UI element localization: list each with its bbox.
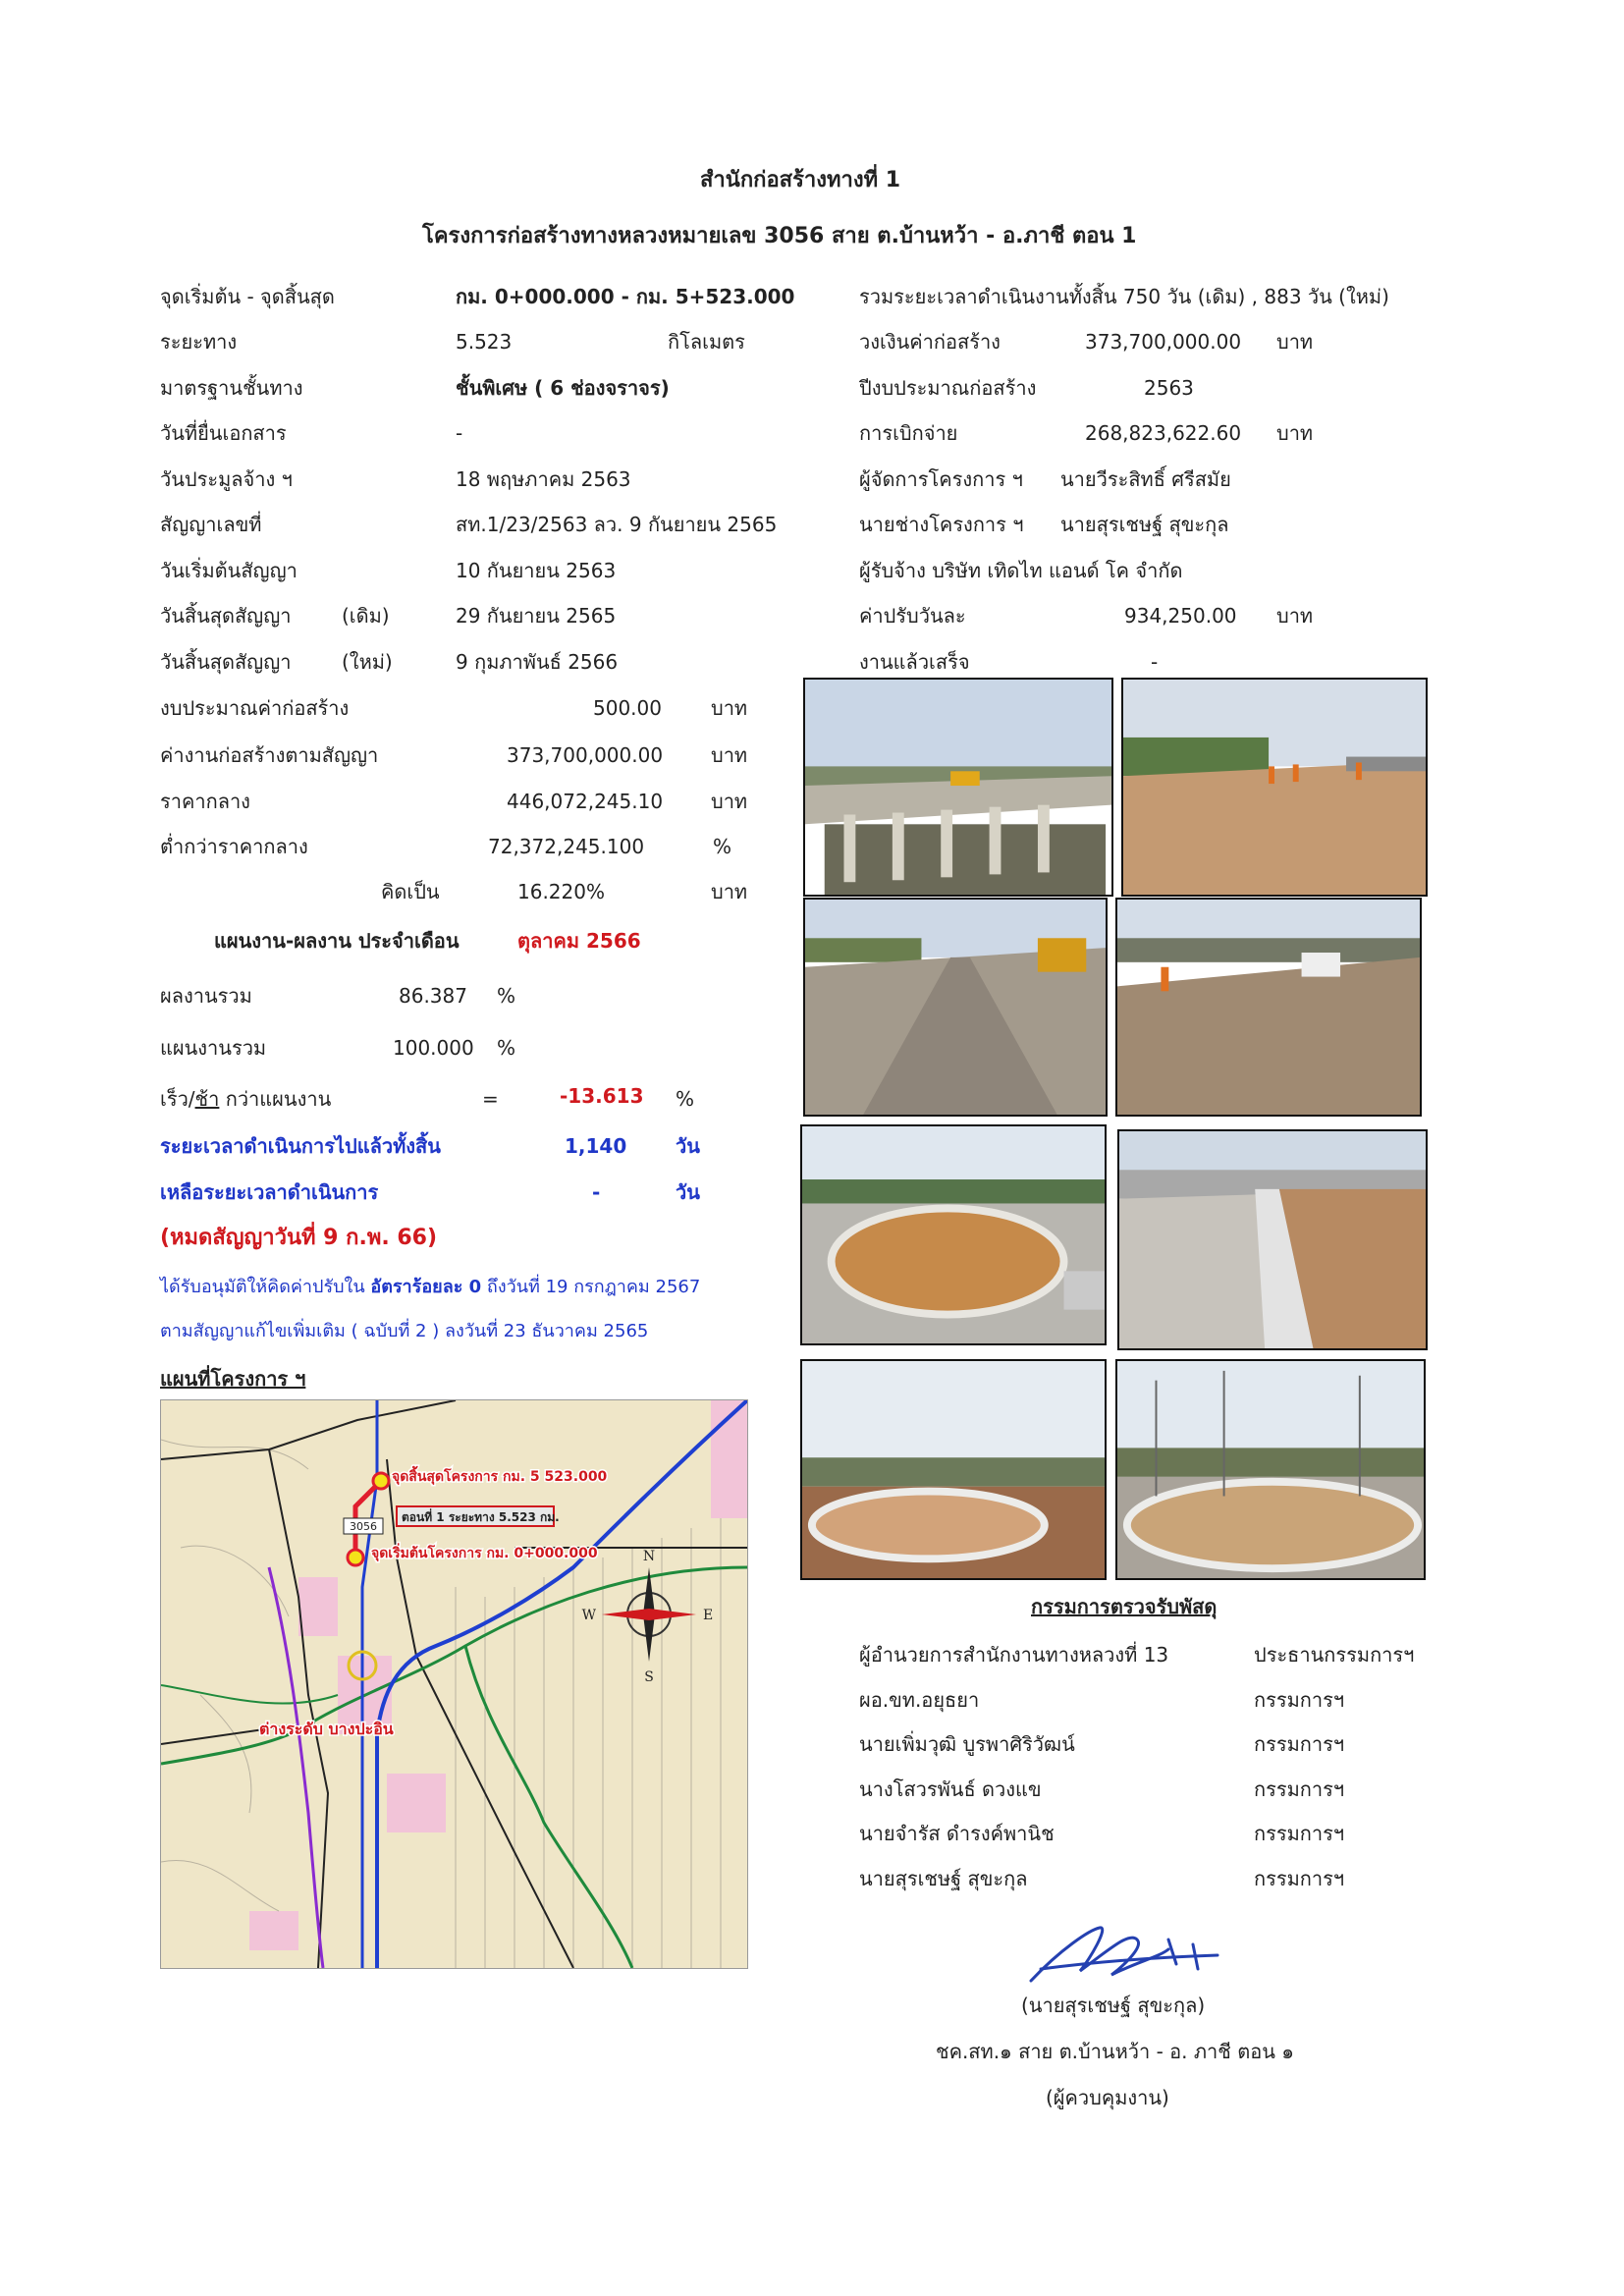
plan-value: 100.000 <box>393 1036 474 1060</box>
actual-value: 86.387 <box>399 984 467 1008</box>
office-title: สำนักก่อสร้างทางที่ 1 <box>700 168 901 192</box>
site-photo-grading <box>1115 898 1422 1117</box>
remain-value: - <box>592 1180 601 1204</box>
project-title: โครงการก่อสร้างทางหลวงหมายเลข 3056 สาย ต.บ้านหว้า - อ.ภาชี ตอน 1 <box>422 224 1137 248</box>
info-label: การเบิกจ่าย <box>859 421 958 445</box>
penalty-note: ได้รับอนุมัติให้คิดค่าปรับใน อัตราร้อยละ 0 ถึงวันที่ 19 กรกฎาคม 2567 <box>160 1277 701 1297</box>
committee-member-name: นายสุรเชษฐ์ สุขะกุล <box>859 1867 1028 1890</box>
svg-text:E: E <box>703 1608 714 1623</box>
info-unit: กิโลเมตร <box>668 330 745 354</box>
committee-member-role: กรรมการฯ <box>1254 1688 1345 1712</box>
committee-member-name: ผอ.ขท.อยุธยา <box>859 1688 980 1712</box>
info-label: วงเงินค่าก่อสร้าง <box>859 330 1001 354</box>
info-value: 5.523 <box>456 330 513 354</box>
signer-name: (นายสุรเชษฐ์ สุขะกุล) <box>1021 1994 1206 2017</box>
route-number: 3056 <box>350 1520 377 1533</box>
svg-text:W: W <box>581 1608 596 1623</box>
info-value: 268,823,622.60 <box>1085 421 1242 445</box>
site-photo-roundabout-curb <box>800 1359 1107 1580</box>
remain-unit: วัน <box>676 1180 700 1204</box>
info-label: วันที่ยื่นเอกสาร <box>160 421 287 445</box>
start-point-label: จุดเริ่มต้นโครงการ กม. 0+000.000 <box>371 1546 598 1561</box>
committee-member-name: นายจำรัส ดำรงค์พานิช <box>859 1822 1055 1845</box>
percent-unit: บาท <box>711 880 748 903</box>
committee-member-role: กรรมการฯ <box>1254 1867 1345 1890</box>
info-value: สท.1/23/2563 ลว. 9 กันยายน 2565 <box>456 513 778 536</box>
section-label: ตอนที่ 1 ระยะทาง 5.523 กม. <box>402 1510 560 1524</box>
site-photo-roundabout-finished <box>1115 1359 1426 1580</box>
diff-eq: = <box>482 1087 499 1111</box>
total-duration: รวมระยะเวลาดำเนินงานทั้งสิ้น 750 วัน (เดิม) , 883 วัน (ใหม่) <box>859 285 1389 308</box>
budget-unit: บาท <box>711 790 748 813</box>
info-unit: บาท <box>1276 421 1314 445</box>
project-map <box>160 1399 748 1969</box>
committee-title: กรรมการตรวจรับพัสดุ <box>1031 1595 1218 1618</box>
info-label: สัญญาเลขที่ <box>160 513 262 536</box>
percent-label: คิดเป็น <box>381 880 440 903</box>
info-label: มาตรฐานชั้นทาง <box>160 376 303 400</box>
site-photo-earthwork <box>803 898 1108 1117</box>
committee-member-name: นายเพิ่มวุฒิ บูรพาศิริวัฒน์ <box>859 1732 1075 1756</box>
elapsed-unit: วัน <box>676 1134 700 1158</box>
committee-member-role: ประธานกรรมการฯ <box>1254 1643 1415 1667</box>
budget-label: ต่ำกว่าราคากลาง <box>160 835 308 858</box>
info-value: นายสุรเชษฐ์ สุขะกุล <box>1060 513 1229 536</box>
diff-unit: % <box>676 1087 695 1111</box>
contractor: ผู้รับจ้าง บริษัท เทิดไท แอนด์ โค จำกัด <box>859 559 1183 582</box>
committee-member-role: กรรมการฯ <box>1254 1777 1345 1801</box>
info-value: - <box>456 421 463 445</box>
completed-value: - <box>1151 650 1159 674</box>
budget-unit: % <box>713 835 732 858</box>
budget-label: ราคากลาง <box>160 790 250 813</box>
info-unit: บาท <box>1276 330 1314 354</box>
budget-label: งบประมาณค่าก่อสร้าง <box>160 696 350 720</box>
fine-unit: บาท <box>1276 604 1314 628</box>
info-value: 10 กันยายน 2563 <box>456 559 617 582</box>
info-value: กม. 0+000.000 - กม. 5+523.000 <box>456 285 795 308</box>
handwritten-signature <box>1021 1910 1257 1998</box>
site-photo-curb-drain <box>1117 1129 1428 1350</box>
diff-label: เร็ว/ช้า กว่าแผนงาน <box>160 1087 332 1111</box>
budget-label: ค่างานก่อสร้างตามสัญญา <box>160 743 379 767</box>
budget-value: 446,072,245.10 <box>507 790 664 813</box>
committee-member-name: ผู้อำนวยการสำนักงานทางหลวงที่ 13 <box>859 1643 1169 1667</box>
actual-unit: % <box>497 984 516 1008</box>
fine-label: ค่าปรับวันละ <box>859 604 966 628</box>
completed-label: งานแล้วเสร็จ <box>859 650 970 674</box>
info-label: ผู้จัดการโครงการ ฯ <box>859 467 1023 491</box>
info-value: 29 กันยายน 2565 <box>456 604 617 628</box>
info-value: 373,700,000.00 <box>1085 330 1242 354</box>
info-label: ระยะทาง <box>160 330 238 354</box>
plan-unit: % <box>497 1036 516 1060</box>
info-value: 9 กุมภาพันธ์ 2566 <box>456 650 619 674</box>
info-label: วันประมูลจ้าง ฯ <box>160 467 293 491</box>
signer-role: (ผู้ควบคุมงาน) <box>1046 2086 1169 2109</box>
info-label: นายช่างโครงการ ฯ <box>859 513 1024 536</box>
info-sub: (เดิม) <box>342 604 390 628</box>
info-label: วันสิ้นสุดสัญญา <box>160 650 292 674</box>
svg-text:N: N <box>642 1549 656 1564</box>
site-photo-bridge <box>803 678 1113 897</box>
contract-expiry: (หมดสัญญาวันที่ 9 ก.พ. 66) <box>160 1226 438 1250</box>
site-photo-road-widening <box>1121 678 1428 897</box>
percent-value: 16.220% <box>517 880 605 903</box>
info-value: นายวีระสิทธิ์ ศรีสมัย <box>1060 467 1231 491</box>
budget-value: 500.00 <box>593 696 662 720</box>
amendment-note: ตามสัญญาแก้ไขเพิ่มเติม ( ฉบับที่ 2 ) ลงวันที่ 23 ธันวาคม 2565 <box>160 1321 649 1341</box>
info-label: วันเริ่มต้นสัญญา <box>160 559 298 582</box>
elapsed-value: 1,140 <box>565 1134 627 1158</box>
remain-label: เหลือระยะเวลาดำเนินการ <box>160 1180 379 1204</box>
fine-value: 934,250.00 <box>1124 604 1237 628</box>
info-label: วันสิ้นสุดสัญญา <box>160 604 292 628</box>
progress-title: แผนงาน-ผลงาน ประจำเดือน <box>214 929 460 953</box>
committee-member-name: นางโสวรพันธ์ ดวงแข <box>859 1777 1042 1801</box>
budget-unit: บาท <box>711 743 748 767</box>
budget-value: 72,372,245.100 <box>488 835 645 858</box>
info-value: 18 พฤษภาคม 2563 <box>456 467 631 491</box>
svg-text:S: S <box>644 1669 654 1685</box>
info-sub: (ใหม่) <box>342 650 393 674</box>
map-title: แผนที่โครงการ ฯ <box>160 1367 306 1391</box>
progress-month: ตุลาคม 2566 <box>517 929 641 953</box>
interchange-label: ต่างระดับ บางปะอิน <box>259 1720 394 1738</box>
budget-unit: บาท <box>711 696 748 720</box>
info-label: ปีงบประมาณก่อสร้าง <box>859 376 1037 400</box>
committee-member-role: กรรมการฯ <box>1254 1732 1345 1756</box>
actual-label: ผลงานรวม <box>160 984 252 1008</box>
info-value: ชั้นพิเศษ ( 6 ช่องจราจร) <box>456 376 670 400</box>
committee-member-role: กรรมการฯ <box>1254 1822 1345 1845</box>
info-value: 2563 <box>1144 376 1194 400</box>
info-label: จุดเริ่มต้น - จุดสิ้นสุด <box>160 285 335 308</box>
signer-position: ชค.สท.๑ สาย ต.บ้านหว้า - อ. ภาชี ตอน ๑ <box>936 2040 1294 2063</box>
elapsed-label: ระยะเวลาดำเนินการไปแล้วทั้งสิ้น <box>160 1134 441 1158</box>
end-point-label: จุดสิ้นสุดโครงการ กม. 5 523.000 <box>392 1469 608 1485</box>
plan-label: แผนงานรวม <box>160 1036 267 1060</box>
budget-value: 373,700,000.00 <box>507 743 664 767</box>
site-photo-roundabout-sand <box>800 1124 1107 1345</box>
diff-value: -13.613 <box>560 1084 644 1108</box>
